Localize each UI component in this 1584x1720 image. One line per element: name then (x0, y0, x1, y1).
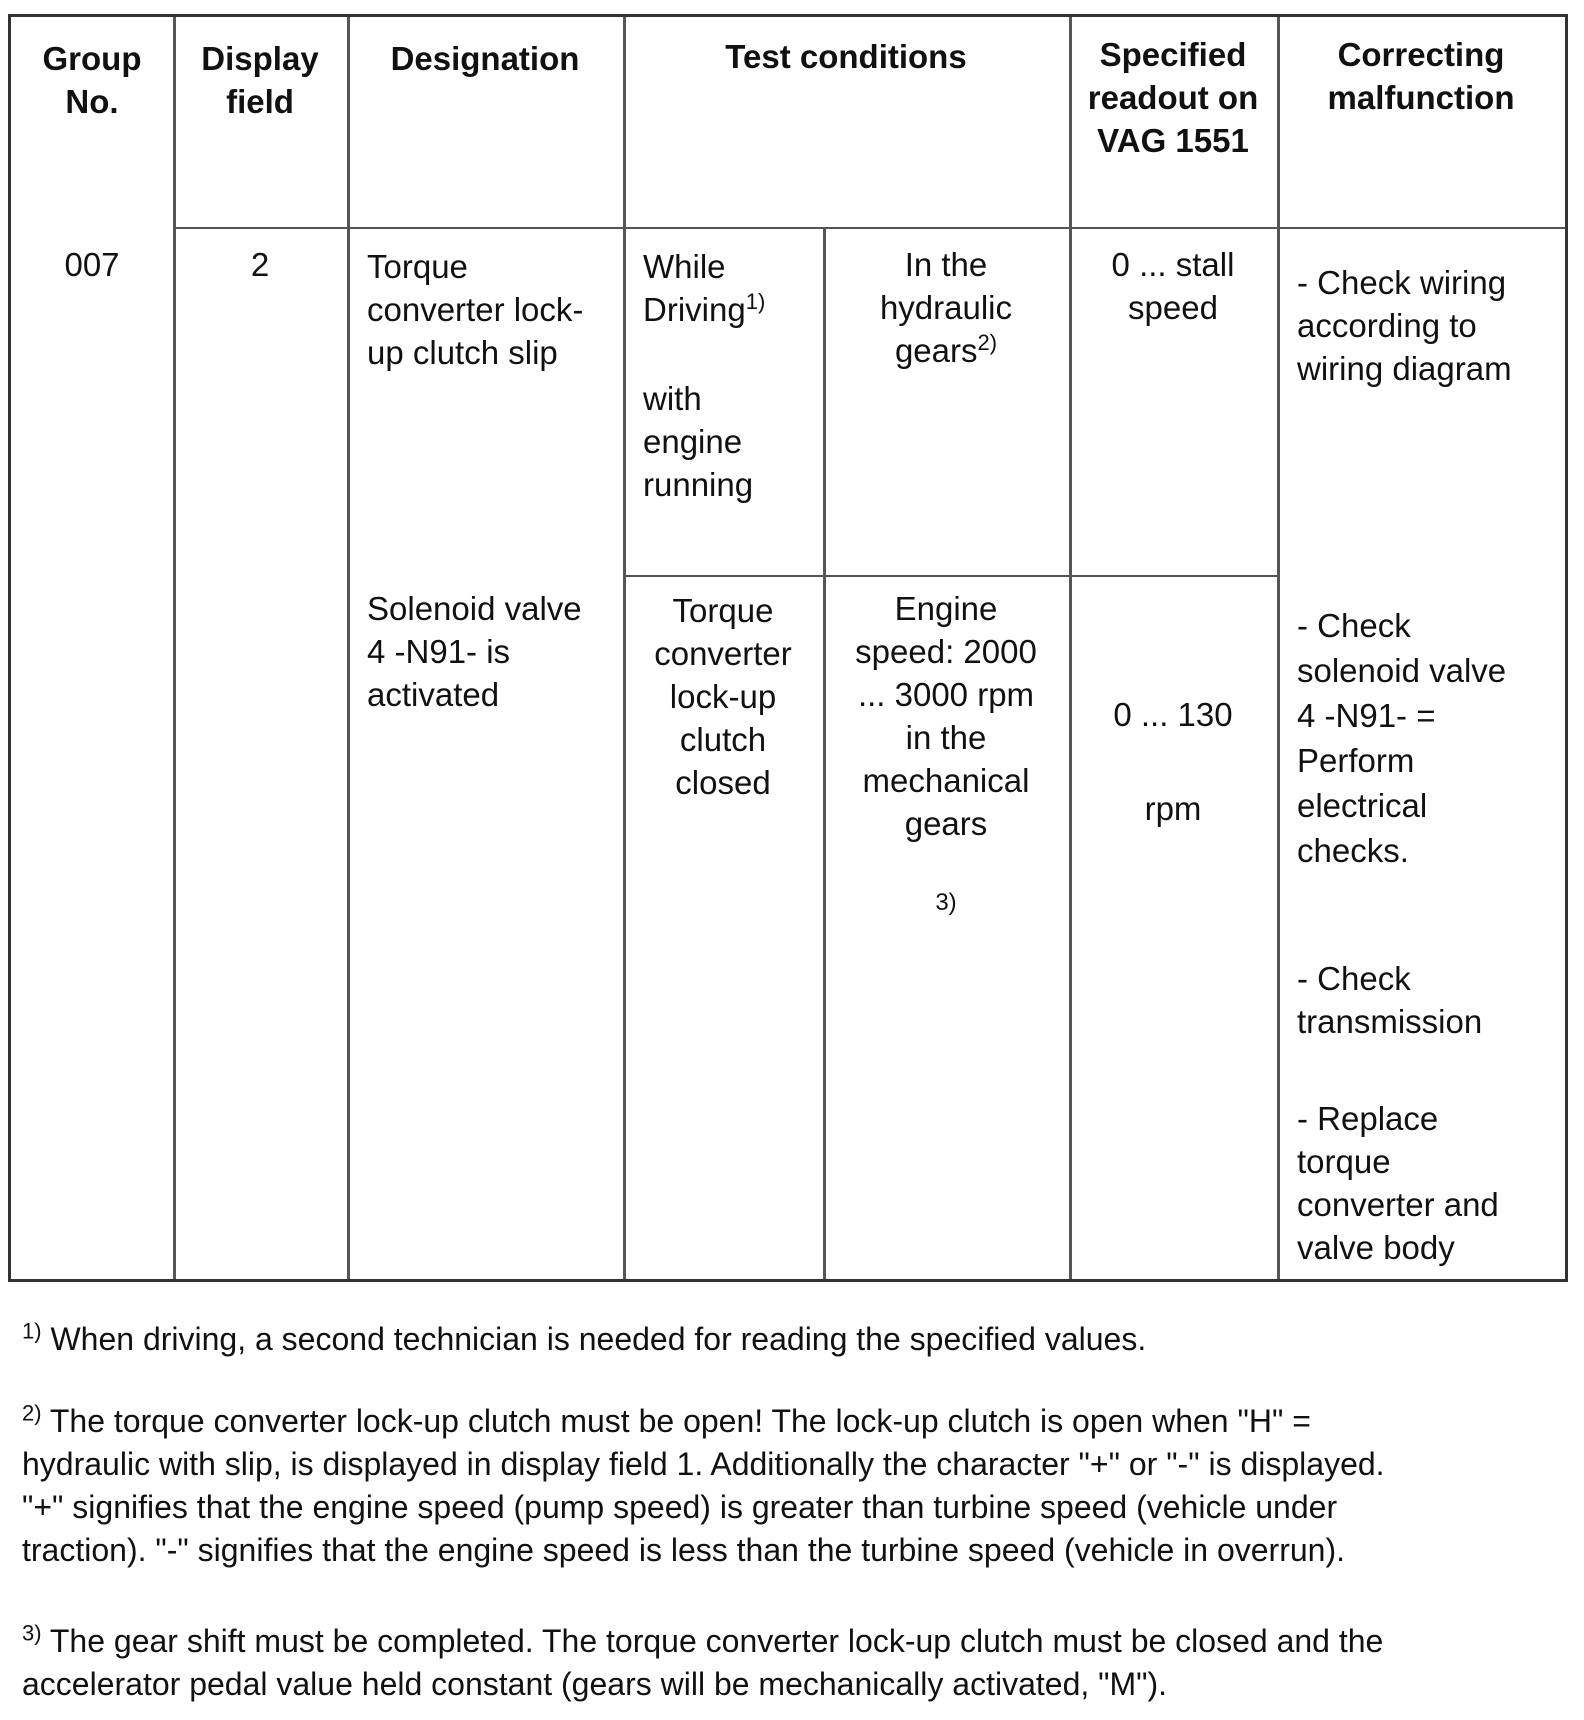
display-field-value: 2 (250, 246, 270, 283)
cell-text: converter (654, 635, 792, 672)
column-divider (1069, 17, 1072, 1279)
cell-text: gears (904, 805, 988, 842)
footnote-text: hydraulic with slip, is displayed in display field 1. Additionally the character "+" or "-" is displayed. (22, 1446, 1385, 1482)
footnote-marker: 3) (22, 1620, 42, 1646)
header-designation (347, 37, 623, 80)
column-divider (1277, 17, 1280, 1279)
header-text: Correcting (1337, 36, 1505, 73)
footnote-ref: 2) (977, 330, 998, 355)
cell-text: Engine (894, 590, 998, 627)
cell-text: - Check (1297, 607, 1411, 644)
header-text: field (226, 83, 294, 120)
header-test-conditions (623, 35, 1069, 78)
header-text: VAG 1551 (1097, 122, 1249, 159)
cell-text: clutch (679, 721, 767, 758)
cell-text: 0 ... stall (1111, 246, 1235, 283)
footnote-1 (22, 1318, 1562, 1361)
header-display-field (173, 37, 347, 123)
cell-text: in the (905, 719, 987, 756)
cell-text: lock-up (669, 678, 777, 715)
header-text: No. (65, 83, 119, 120)
cell-text: speed (1128, 289, 1218, 326)
footnote-text: "+" signifies that the engine speed (pump speed) is greater than turbine speed (vehicle under (22, 1489, 1338, 1525)
cell-text: checks. (1297, 832, 1409, 869)
cell-text: mechanical (862, 762, 1030, 799)
footnote-2 (22, 1400, 1562, 1572)
header-text: Group (42, 40, 142, 77)
footnote-text: traction). "-" signifies that the engine speed is less than the turbine speed (vehicle in overrun). (22, 1532, 1345, 1568)
correcting-check-wiring (1297, 261, 1569, 390)
cell-text: hydraulic (879, 289, 1013, 326)
cell-text: transmission (1297, 1003, 1483, 1040)
cell-text: Torque (367, 248, 468, 285)
condition-clutch-closed (623, 589, 823, 804)
cell-text: torque (1297, 1143, 1391, 1180)
cell-text: gears (894, 332, 978, 369)
condition-while-driving (643, 245, 823, 506)
cell-text: - Replace (1297, 1100, 1439, 1137)
cell-text: Torque (672, 592, 774, 629)
cell-text: speed: 2000 (855, 633, 1037, 670)
header-divider (173, 227, 1565, 229)
header-text: Test conditions (725, 38, 967, 75)
cell-text: converter and (1297, 1186, 1499, 1223)
cell-text: solenoid valve (1297, 652, 1507, 689)
header-text: readout on (1087, 79, 1259, 116)
cell-text: 4 -N91- is (367, 633, 511, 670)
header-correcting (1277, 33, 1565, 119)
footnote-text: The gear shift must be completed. The torque converter lock-up clutch must be closed and the (49, 1623, 1384, 1659)
header-specified-readout (1069, 33, 1277, 162)
cell-text: engine (643, 423, 743, 460)
cell-text: electrical (1297, 787, 1428, 824)
header-group-no (11, 37, 173, 123)
header-text: Display (201, 40, 319, 77)
footnote-marker: 1) (22, 1318, 42, 1344)
cell-text: activated (367, 676, 500, 713)
cell-text: Driving (643, 291, 746, 328)
footnote-ref: 3) (935, 889, 957, 916)
readout-range-value: 0 ... 130 (1113, 696, 1233, 733)
designation-solenoid-valve (367, 587, 623, 716)
cell-text: with (643, 380, 702, 417)
cell-text: 4 -N91- = (1297, 697, 1436, 734)
cell-text: according to (1297, 307, 1477, 344)
footnote-3 (22, 1620, 1562, 1706)
cell-text: In the (904, 246, 988, 283)
row-divider (623, 575, 1277, 577)
group-no-value: 007 (64, 246, 120, 283)
cell-text: - Check (1297, 960, 1411, 997)
header-text: Specified (1099, 36, 1247, 73)
footnote-marker: 2) (22, 1400, 42, 1426)
correcting-check-transmission (1297, 957, 1569, 1043)
footnote-text: When driving, a second technician is needed for reading the specified values. (50, 1321, 1147, 1357)
cell-text: While (643, 248, 726, 285)
cell-text: up clutch slip (367, 334, 558, 371)
header-text: malfunction (1327, 79, 1515, 116)
footnote-ref: 1) (745, 289, 766, 314)
column-divider (173, 17, 176, 1279)
diagnostic-table (8, 14, 1568, 1282)
condition-hydraulic-gears (823, 243, 1069, 372)
readout-range-unit: rpm (1144, 790, 1202, 827)
condition-engine-speed (823, 587, 1069, 924)
header-text: Designation (390, 40, 580, 77)
correcting-replace-converter (1297, 1097, 1569, 1269)
cell-text: closed (675, 764, 771, 801)
cell-text: Perform (1297, 742, 1415, 779)
footnote-text: accelerator pedal value held constant (gears will be mechanically activated, "M"). (22, 1666, 1168, 1702)
footnote-text: The torque converter lock-up clutch must be open! The lock-up clutch is open when "H" = (49, 1403, 1311, 1439)
column-divider (347, 17, 350, 1279)
cell-text: wiring diagram (1297, 350, 1512, 387)
cell-text: running (643, 466, 754, 503)
cell-text: valve body (1297, 1229, 1455, 1266)
correcting-check-solenoid (1297, 603, 1569, 873)
cell-text: converter lock- (367, 291, 584, 328)
cell-text: Solenoid valve (367, 590, 582, 627)
cell-text: ... 3000 rpm (857, 676, 1035, 713)
cell-text: - Check wiring (1297, 264, 1507, 301)
readout-stall-speed (1069, 243, 1277, 329)
designation-torque-converter (367, 245, 623, 374)
